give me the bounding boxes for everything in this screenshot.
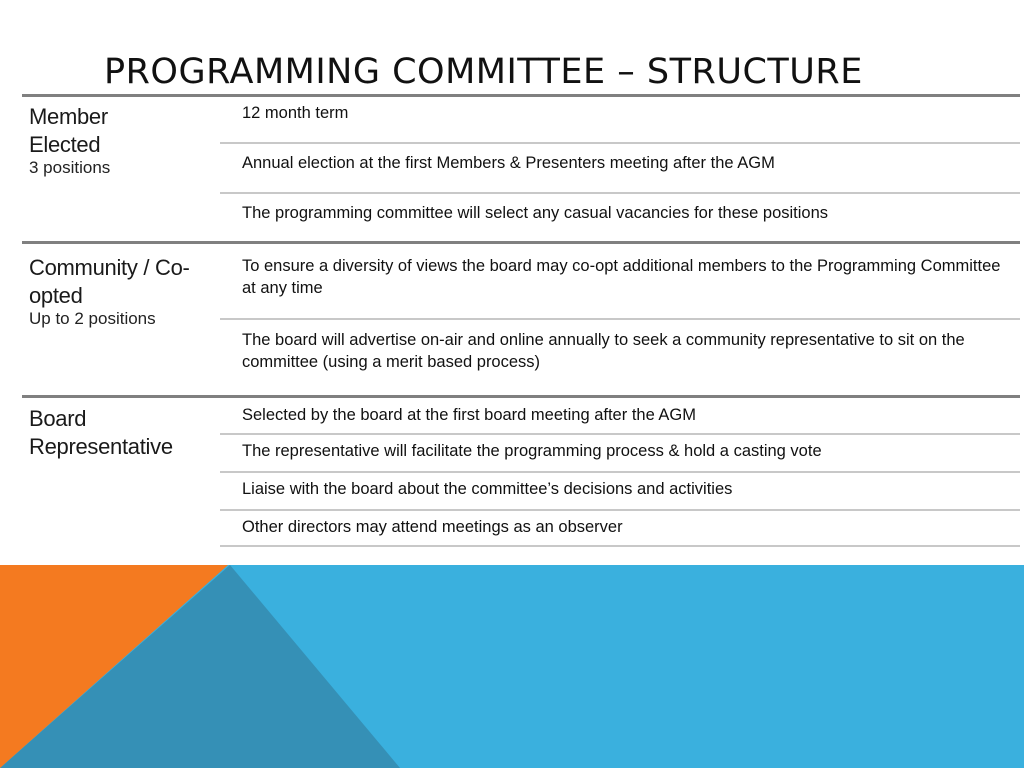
list-item-text: Liaise with the board about the committee’s decisions and activities xyxy=(242,480,733,498)
list-item xyxy=(220,511,1020,547)
list-item xyxy=(220,320,1020,395)
group-label-block xyxy=(29,103,219,179)
group-label: Board Representative xyxy=(29,406,173,459)
list-item xyxy=(220,398,1020,434)
group-community-coopted xyxy=(22,245,1020,397)
group-positions: Up to 2 positions xyxy=(29,309,156,328)
list-item xyxy=(220,94,1020,144)
group-label-block xyxy=(29,405,219,461)
group-label-block xyxy=(29,254,219,330)
list-item-text: Selected by the board at the first board meeting after the AGM xyxy=(242,406,697,424)
list-item-text: Other directors may attend meetings as an observer xyxy=(242,518,623,536)
list-item-text: The programming committee will select any casual vacancies for these positions xyxy=(242,204,829,222)
group-member-elected xyxy=(22,94,1020,244)
list-item xyxy=(220,473,1020,509)
group-divider xyxy=(22,241,1020,244)
list-item xyxy=(220,144,1020,194)
group-label: Member Elected xyxy=(29,104,108,157)
list-item xyxy=(220,435,1020,471)
footer-shapes xyxy=(0,565,1024,768)
group-board-representative xyxy=(22,398,1020,550)
list-item-text: The board will advertise on-air and online annually to seek a community representative to sit on the committee (using a merit based process) xyxy=(242,331,965,371)
list-item xyxy=(220,245,1020,319)
row-divider xyxy=(220,545,1020,547)
list-item-text: To ensure a diversity of views the board may co-opt additional members to the Programming Committee at any time xyxy=(242,257,1001,297)
list-item-text: Annual election at the first Members & Presenters meeting after the AGM xyxy=(242,154,775,172)
list-item-text: The representative will facilitate the programming process & hold a casting vote xyxy=(242,442,822,460)
list-item xyxy=(220,194,1020,242)
group-label: Community / Co-opted xyxy=(29,255,190,308)
list-item-text: 12 month term xyxy=(242,104,349,122)
slide-title: PROGRAMMING COMMITTEE – STRUCTURE xyxy=(104,52,863,92)
decorative-footer xyxy=(0,565,1024,768)
group-positions: 3 positions xyxy=(29,158,111,177)
